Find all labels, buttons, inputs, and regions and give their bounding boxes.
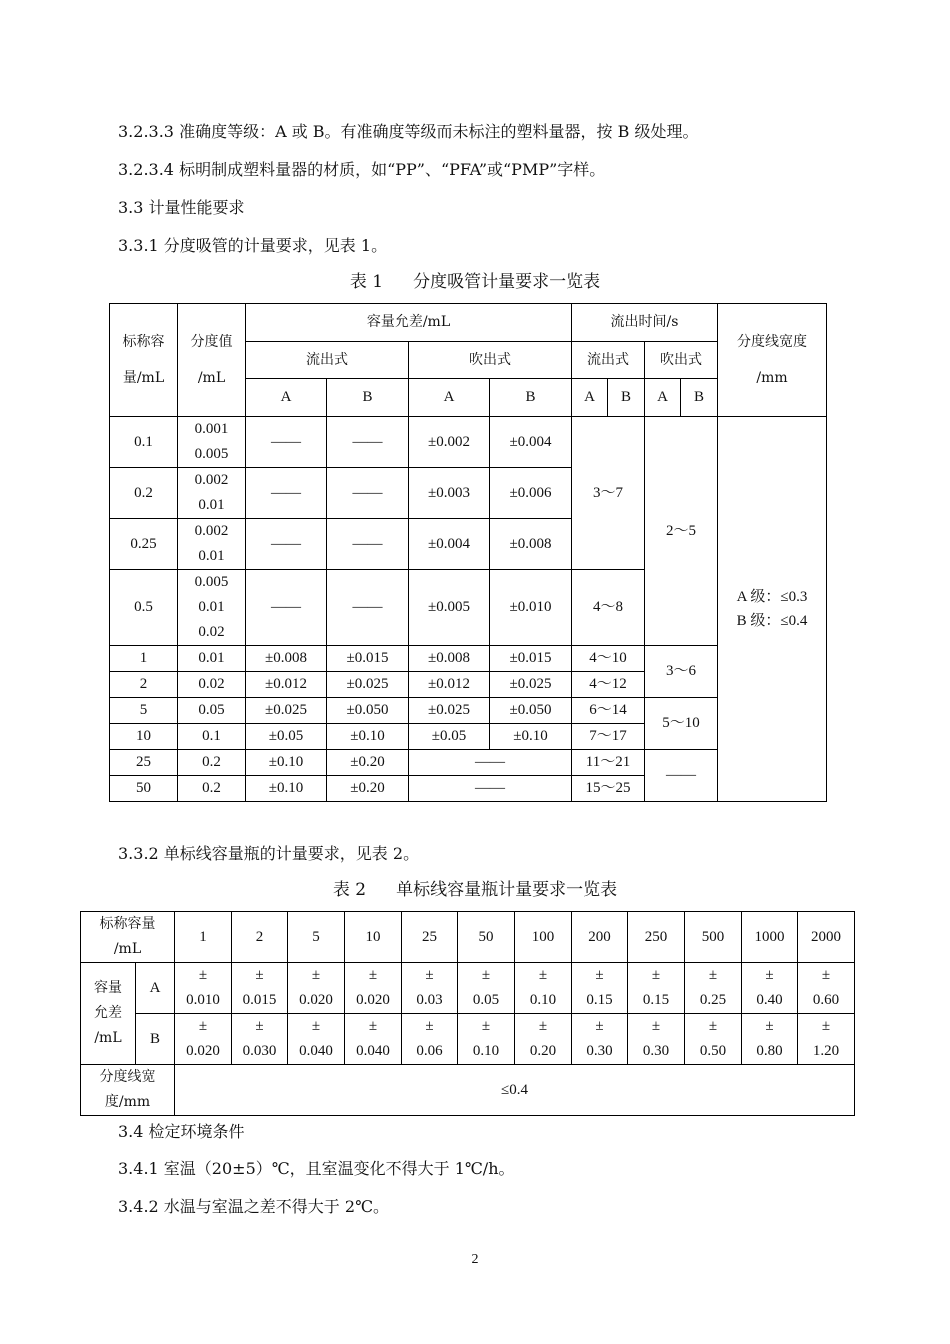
t1-grade-a: A — [409, 379, 490, 417]
table1-graduated-pipette — [109, 303, 827, 802]
t1-cell-dash: —— — [409, 776, 572, 802]
t2-cell-a: ± 0.010 — [175, 963, 232, 1014]
paragraph-3-2-3-4: 3.2.3.4 标明制成塑料量器的材质，如“PP”、“PFA”或“PMP”字样。 — [118, 160, 606, 179]
t2-cell-b: ± 0.06 — [402, 1014, 458, 1065]
t1-cell-tol: ±0.20 — [327, 776, 409, 802]
t1-header-blowout: 吹出式 — [409, 342, 572, 379]
t1-cell-capacity: 0.2 — [110, 468, 178, 519]
t1-cell-tol: ±0.10 — [490, 724, 572, 750]
t1-cell-tol: ±0.004 — [490, 417, 572, 468]
t2-capacity: 2 — [232, 912, 288, 963]
t1-header-line-width: 分度线宽度 /mm — [718, 304, 827, 417]
t1-cell-capacity: 25 — [110, 750, 178, 776]
t1-cell-tol: ±0.05 — [409, 724, 490, 750]
t1-header-division: 分度值 /mL — [178, 304, 246, 417]
t1-cell-dash: —— — [327, 417, 409, 468]
table2-caption-title: 单标线容量瓶计量要求一览表 — [396, 880, 618, 900]
t2-cell-b: ± 0.30 — [628, 1014, 685, 1065]
t1-cell-capacity: 0.1 — [110, 417, 178, 468]
t1-cell-dash: —— — [327, 519, 409, 570]
page-number: 2 — [471, 1252, 479, 1267]
section-heading-3-4: 3.4 检定环境条件 — [118, 1122, 245, 1141]
t1-cell-dash: —— — [409, 750, 572, 776]
t1-cell-capacity: 10 — [110, 724, 178, 750]
t1-cell-tol: ±0.015 — [490, 646, 572, 672]
t1-cell-tol: ±0.05 — [246, 724, 327, 750]
t1-cell-tol: ±0.10 — [327, 724, 409, 750]
t2-capacity: 200 — [572, 912, 628, 963]
table1-caption-title: 分度吸管计量要求一览表 — [413, 272, 601, 292]
t1-cell-dash: —— — [645, 750, 718, 802]
t1-grade-b: B — [327, 379, 409, 417]
table2-caption-number: 表 2 — [332, 880, 367, 900]
t1-cell-flow: 4～10 — [572, 646, 645, 672]
t1-cell-division: 0.001 0.005 — [178, 417, 246, 468]
table-row — [110, 417, 827, 468]
t1-header-outflow-time: 流出式 — [572, 342, 645, 379]
t1-cell-capacity: 5 — [110, 698, 178, 724]
t1-cell-tol: ±0.008 — [246, 646, 327, 672]
t1-cell-tol: ±0.008 — [409, 646, 490, 672]
t1-cell-tol: ±0.002 — [409, 417, 490, 468]
t2-capacity: 5 — [288, 912, 345, 963]
t2-cell-b: ± 0.040 — [345, 1014, 402, 1065]
t2-cell-b: ± 0.50 — [685, 1014, 742, 1065]
t1-header-flow-time: 流出时间/s — [572, 304, 718, 342]
section-heading-3-3: 3.3 计量性能要求 — [118, 198, 245, 217]
t1-cell-division: 0.1 — [178, 724, 246, 750]
t2-capacity: 2000 — [798, 912, 855, 963]
t1-grade-a: A — [246, 379, 327, 417]
paragraph-3-3-1: 3.3.1 分度吸管的计量要求，见表 1。 — [118, 236, 388, 255]
t2-cell-b: ± 0.30 — [572, 1014, 628, 1065]
t1-grade-b: B — [490, 379, 572, 417]
t1-cell-flow: 15～25 — [572, 776, 645, 802]
t1-cell-division: 0.005 0.01 0.02 — [178, 570, 246, 646]
paragraph-3-2-3-3: 3.2.3.3 准确度等级：A 或 B。有准确度等级而未标注的塑料量器，按 B 级处理。 — [118, 122, 699, 141]
t2-capacity: 500 — [685, 912, 742, 963]
t1-cell-capacity: 2 — [110, 672, 178, 698]
t1-cell-tol: ±0.004 — [409, 519, 490, 570]
t1-cell-tol: ±0.025 — [327, 672, 409, 698]
t2-capacity: 25 — [402, 912, 458, 963]
table1-caption — [0, 272, 950, 292]
t1-cell-dash: —— — [246, 468, 327, 519]
t1-grade-b: B — [681, 379, 718, 417]
t1-cell-capacity: 0.25 — [110, 519, 178, 570]
t2-width-value: ≤0.4 — [175, 1065, 855, 1116]
paragraph-3-4-1: 3.4.1 室温（20±5）℃，且室温变化不得大于 1℃/h。 — [118, 1159, 515, 1178]
t1-header-nominal: 标称容 量/mL — [110, 304, 178, 417]
t2-width-label: 分度线宽 度/mm — [81, 1065, 175, 1116]
t2-cell-a: ± 0.020 — [345, 963, 402, 1014]
t2-header-nominal: 标称容量 /mL — [81, 912, 175, 963]
table2-caption — [0, 880, 950, 900]
t1-header-blowout-time: 吹出式 — [645, 342, 718, 379]
t2-cell-a: ± 0.25 — [685, 963, 742, 1014]
t2-cell-a: ± 0.10 — [515, 963, 572, 1014]
t2-cell-b: ± 0.10 — [458, 1014, 515, 1065]
table-row — [81, 1014, 855, 1065]
t1-cell-division: 0.01 — [178, 646, 246, 672]
t1-cell-dash: —— — [246, 570, 327, 646]
t2-cell-b: ± 0.040 — [288, 1014, 345, 1065]
t2-grade-b: B — [136, 1014, 175, 1065]
table-row — [81, 912, 855, 963]
t1-cell-flow: 4～12 — [572, 672, 645, 698]
t1-cell-tol: ±0.050 — [490, 698, 572, 724]
t1-cell-tol: ±0.050 — [327, 698, 409, 724]
t1-cell-tol: ±0.025 — [490, 672, 572, 698]
t1-cell-dash: —— — [327, 468, 409, 519]
t1-cell-tol: ±0.025 — [409, 698, 490, 724]
table-row — [81, 1065, 855, 1116]
t1-cell-flow: 3～7 — [572, 417, 645, 570]
t1-cell-flow: 11～21 — [572, 750, 645, 776]
table-row — [81, 963, 855, 1014]
t2-grade-a: A — [136, 963, 175, 1014]
t1-grade-b: B — [608, 379, 645, 417]
t1-cell-flow: 7～17 — [572, 724, 645, 750]
t1-cell-tol: ±0.20 — [327, 750, 409, 776]
paragraph-3-3-2: 3.3.2 单标线容量瓶的计量要求，见表 2。 — [118, 844, 420, 863]
t2-cell-b: ± 0.80 — [742, 1014, 798, 1065]
t1-cell-tol: ±0.003 — [409, 468, 490, 519]
t1-cell-blow: 2～5 — [645, 417, 718, 646]
t1-header-tolerance: 容量允差/mL — [246, 304, 572, 342]
t1-cell-division: 0.002 0.01 — [178, 468, 246, 519]
t1-cell-dash: —— — [246, 519, 327, 570]
t1-cell-capacity: 0.5 — [110, 570, 178, 646]
t2-cell-b: ± 0.20 — [515, 1014, 572, 1065]
t1-cell-tol: ±0.008 — [490, 519, 572, 570]
t2-cell-a: ± 0.03 — [402, 963, 458, 1014]
t2-tolerance-label: 容量 允差 /mL — [81, 963, 136, 1065]
t1-cell-tol: ±0.012 — [409, 672, 490, 698]
t1-cell-flow: 6～14 — [572, 698, 645, 724]
t2-capacity: 1 — [175, 912, 232, 963]
t1-cell-tol: ±0.10 — [246, 750, 327, 776]
t2-cell-a: ± 0.015 — [232, 963, 288, 1014]
t2-capacity: 250 — [628, 912, 685, 963]
t1-cell-tol: ±0.015 — [327, 646, 409, 672]
t1-cell-division: 0.2 — [178, 776, 246, 802]
t1-cell-tol: ±0.025 — [246, 698, 327, 724]
t1-cell-capacity: 1 — [110, 646, 178, 672]
table2-volumetric-flask — [80, 911, 855, 1116]
t2-capacity: 1000 — [742, 912, 798, 963]
table1-caption-number: 表 1 — [349, 272, 384, 292]
t1-cell-tol: ±0.012 — [246, 672, 327, 698]
t2-cell-a: ± 0.15 — [572, 963, 628, 1014]
t2-cell-b: ± 1.20 — [798, 1014, 855, 1065]
t1-cell-flow: 4～8 — [572, 570, 645, 646]
t2-cell-a: ± 0.020 — [288, 963, 345, 1014]
t1-cell-division: 0.2 — [178, 750, 246, 776]
t1-cell-division: 0.02 — [178, 672, 246, 698]
t2-cell-b: ± 0.020 — [175, 1014, 232, 1065]
t2-capacity: 50 — [458, 912, 515, 963]
t1-cell-tol: ±0.10 — [246, 776, 327, 802]
t1-cell-blow: 5～10 — [645, 698, 718, 750]
t1-cell-tol: ±0.005 — [409, 570, 490, 646]
t1-grade-a: A — [645, 379, 681, 417]
paragraph-3-4-2: 3.4.2 水温与室温之差不得大于 2℃。 — [118, 1197, 389, 1216]
t1-cell-tol: ±0.010 — [490, 570, 572, 646]
t2-capacity: 10 — [345, 912, 402, 963]
t1-cell-blow: 3～6 — [645, 646, 718, 698]
t1-cell-division: 0.05 — [178, 698, 246, 724]
t1-cell-capacity: 50 — [110, 776, 178, 802]
t1-header-outflow: 流出式 — [246, 342, 409, 379]
t2-cell-a: ± 0.15 — [628, 963, 685, 1014]
t1-cell-dash: —— — [246, 417, 327, 468]
t2-cell-a: ± 0.60 — [798, 963, 855, 1014]
t1-grade-a: A — [572, 379, 608, 417]
t1-cell-dash: —— — [327, 570, 409, 646]
t2-cell-a: ± 0.05 — [458, 963, 515, 1014]
t1-cell-division: 0.002 0.01 — [178, 519, 246, 570]
t2-capacity: 100 — [515, 912, 572, 963]
t1-cell-line-width: A 级：≤0.3 B 级：≤0.4 — [718, 417, 827, 802]
t2-cell-a: ± 0.40 — [742, 963, 798, 1014]
t1-cell-tol: ±0.006 — [490, 468, 572, 519]
t2-cell-b: ± 0.030 — [232, 1014, 288, 1065]
